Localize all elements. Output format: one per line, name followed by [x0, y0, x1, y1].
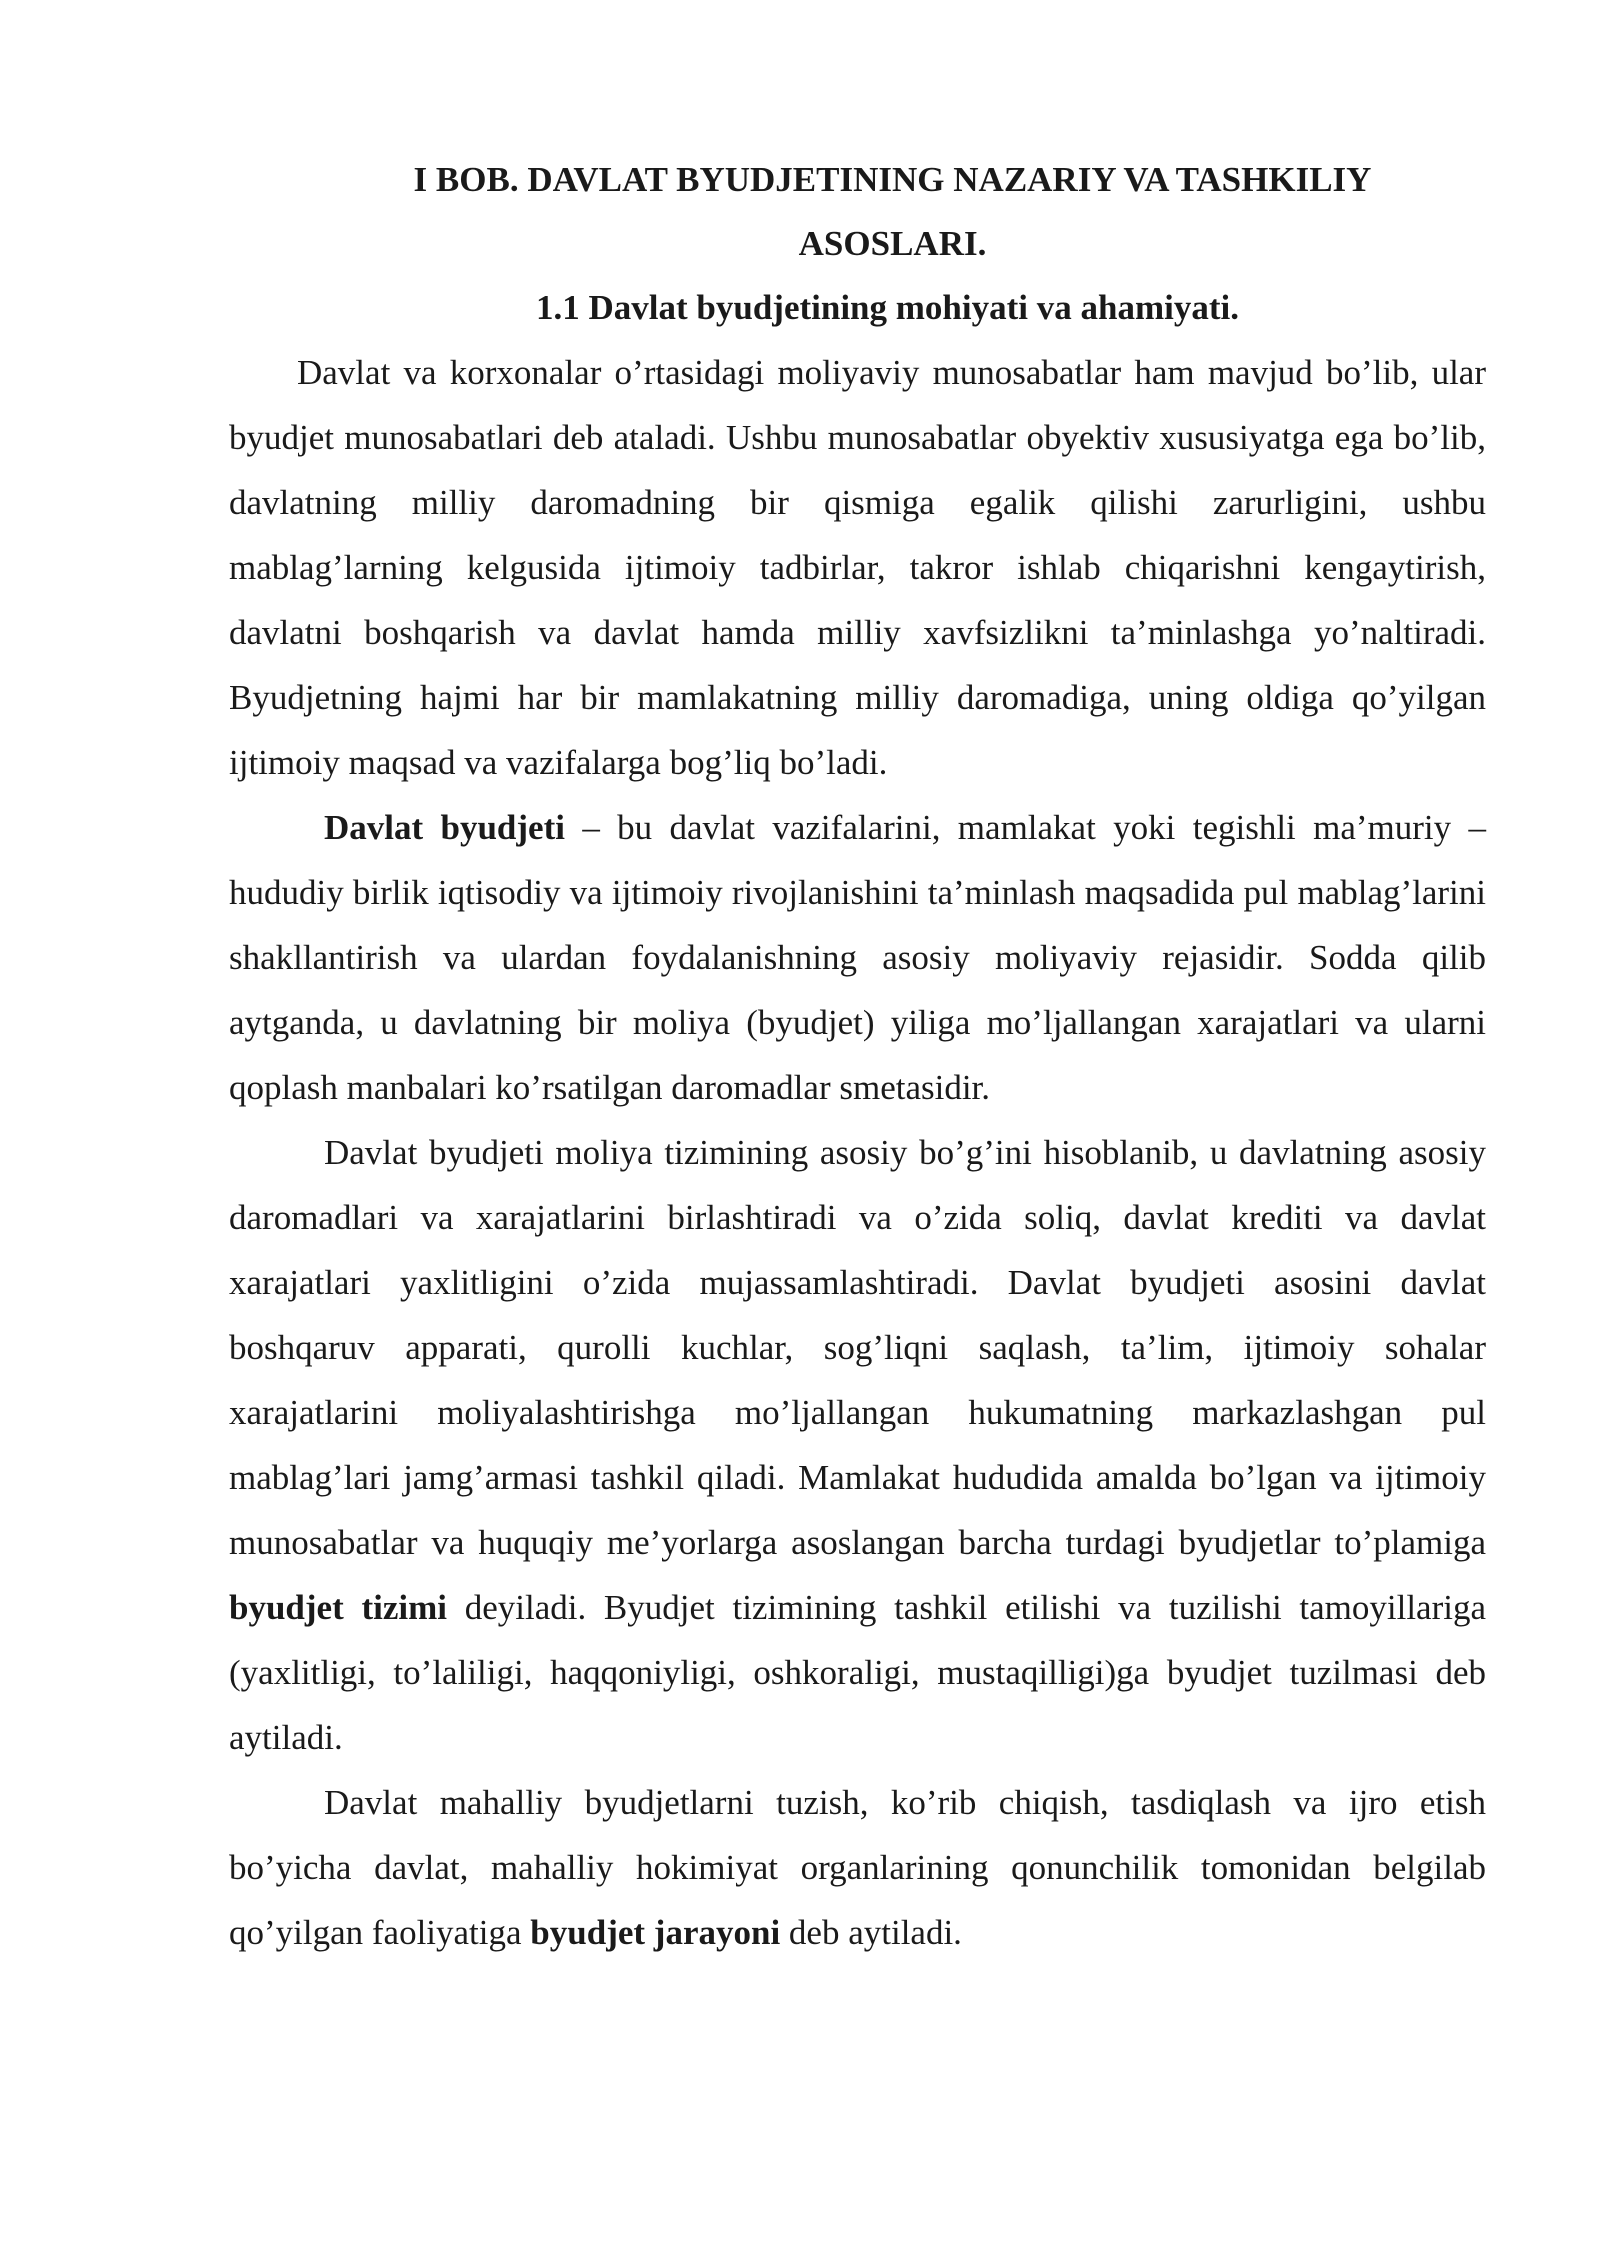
paragraph-4-text-a: Davlat mahalliy byudjetlarni tuzish, ko’rib chiqish, tasdiqlash va ijro etish bo’yicha davlat, mahalliy hokimiyat organlarining qonunchilik tomonidan belgilab qo’yilgan faoliyatiga [229, 1783, 1486, 1952]
paragraph-2 [229, 795, 1486, 1120]
paragraph-2-text: – bu davlat vazifalarini, mamlakat yoki tegishli ma’muriy – hududiy birlik iqtisodiy va ijtimoiy rivojlanishini ta’minlash maqsadida pul mablag’larini shakllantirish va ulardan foydalanishning asosiy moliyaviy rejasidir. Sodda qilib aytganda, u davlatning bir moliya (byudjet) yiliga mo’ljallangan xarajatlari va ularni qoplash manbalari ko’rsatilgan daromadlar smetasidir. [229, 808, 1486, 1107]
term-byudjet-jarayoni: byudjet jarayoni [530, 1913, 781, 1952]
paragraph-3 [229, 1120, 1486, 1770]
term-byudjet-tizimi: byudjet tizimi [229, 1588, 447, 1627]
paragraph-3-text-a: Davlat byudjeti moliya tizimining asosiy bo’g’ini hisoblanib, u davlatning asosiy daromadlari va xarajatlarini birlashtiradi va o’zida soliq, davlat krediti va davlat xarajatlari yaxlitligini o’zida mujassamlashtiradi. Davlat byudjeti asosini davlat boshqaruv apparati, qurolli kuchlar, sog’liqni saqlash, ta’lim, ijtimoiy sohalar xarajatlarini moliyalashtirishga mo’ljallangan hukumatning markazlashgan pul mablag’lari jamg’armasi tashkil qiladi. Mamlakat hududida amalda bo’lgan va ijtimoiy munosabatlar va huquqiy me’yorlarga asoslangan barcha turdagi byudjetlar to’plamiga [229, 1133, 1486, 1562]
paragraph-4 [229, 1770, 1486, 1965]
document-body [229, 148, 1486, 1965]
paragraph-4-text-b: deb aytiladi. [780, 1913, 962, 1952]
term-davlat-byudjeti: Davlat byudjeti [324, 808, 565, 847]
chapter-title [229, 148, 1486, 276]
section-title: 1.1 Davlat byudjetining mohiyati va ahamiyati. [536, 288, 1239, 327]
chapter-title-line1: I BOB. DAVLAT BYUDJETINING NAZARIY VA TASHKILIY [413, 160, 1372, 199]
chapter-title-line2: ASOSLARI. [798, 224, 987, 263]
paragraph-1: Davlat va korxonalar o’rtasidagi moliyaviy munosabatlar ham mavjud bo’lib, ular byudjet munosabatlari deb ataladi. Ushbu munosabatlar obyektiv xususiyatga ega bo’lib, davlatning milliy daromadning bir qismiga egalik qilishi zarurligini, ushbu mablag’larning kelgusida ijtimoiy tadbirlar, takror ishlab chiqarishni kengaytirish, davlatni boshqarish va davlat hamda milliy xavfsizlikni ta’minlashga yo’naltiradi. Byudjetning hajmi har bir mamlakatning milliy daromadiga, uning oldiga qo’yilgan ijtimoiy maqsad va vazifalarga bog’liq bo’ladi. [229, 353, 1486, 782]
paragraph-3-text-b: deyiladi. Byudjet tizimining tashkil etilishi va tuzilishi tamoyillariga (yaxlitligi, to’laliligi, haqqoniyligi, oshkoraligi, mustaqilligi)ga byudjet tuzilmasi deb aytiladi. [229, 1588, 1486, 1757]
